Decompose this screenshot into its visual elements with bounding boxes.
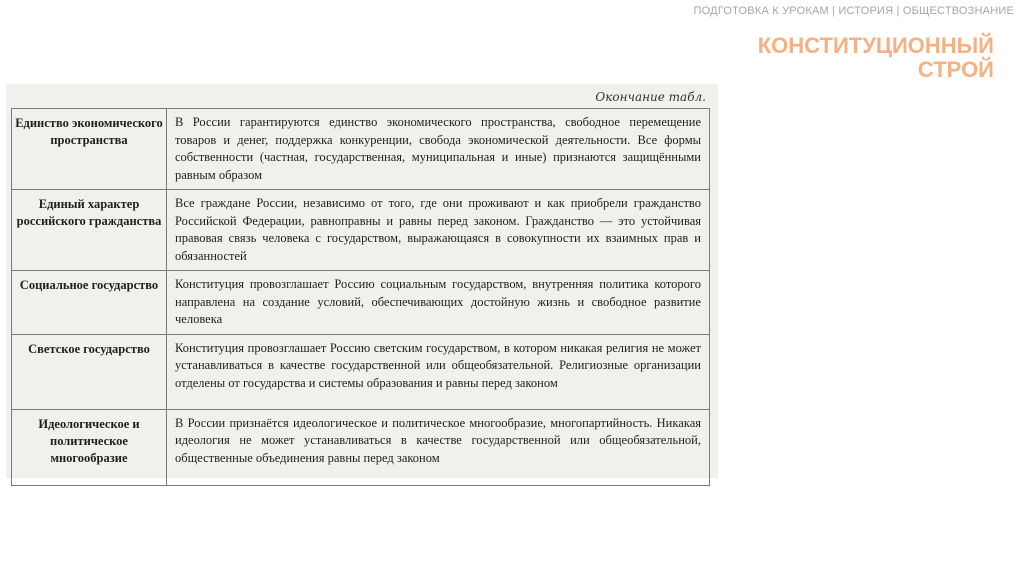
slide-title: [758, 34, 994, 82]
table-row: [12, 109, 710, 190]
row-term: Идеологическое и политическое многообразие: [12, 409, 167, 485]
table-caption: Окончание табл.: [595, 90, 706, 104]
row-description: Все граждане России, независимо от того, где они проживают и как приобрели гражданство Российской Федерации, равноправны и равны перед законом. Гражданство — это устойчивая правовая связь человека с государством, выражающаяся в совокупности их взаимных прав и обязанностей: [167, 190, 710, 271]
row-term: Социальное государство: [12, 271, 167, 335]
table-row: [12, 190, 710, 271]
slide-title-line-2: СТРОЙ: [917, 57, 994, 82]
table-row: [12, 271, 710, 335]
table-row: [12, 409, 710, 485]
row-description: В России признаётся идеологическое и политическое многообразие, многопартийность. Никакая идеология не может устанавливаться в качестве государственной или общеобязательной, общественные объединения равны перед законом: [167, 409, 710, 485]
row-description: Конституция провозглашает Россию светским государством, в котором никакая религия не может устанавливаться в качестве государственной или общеобязательной. Религиозные организации отделены от государства и системы образования и равны перед законом: [167, 334, 710, 409]
row-term: Единство экономического пространства: [12, 109, 167, 190]
table-row: [12, 334, 710, 409]
row-description: В России гарантируются единство экономического пространства, свободное перемещение товаров и денег, поддержка конкуренции, свобода экономической деятельности. Все формы собственности (частная, государственная, муниципальная и иные) признаются защищёнными равным образом: [167, 109, 710, 190]
constitution-table: [11, 108, 710, 486]
scanned-table-image: [6, 84, 718, 478]
slide-title-line-1: КОНСТИТУЦИОННЫЙ: [757, 33, 994, 58]
header-breadcrumb: ПОДГОТОВКА К УРОКАМ | ИСТОРИЯ | ОБЩЕСТВОЗНАНИЕ: [693, 5, 1014, 17]
row-description: Конституция провозглашает Россию социальным государством, внутренняя политика которого направлена на создание условий, обеспечивающих достойную жизнь и свободное развитие человека: [167, 271, 710, 335]
row-term: Единый характер российского гражданства: [12, 190, 167, 271]
row-term: Светское государство: [12, 334, 167, 409]
